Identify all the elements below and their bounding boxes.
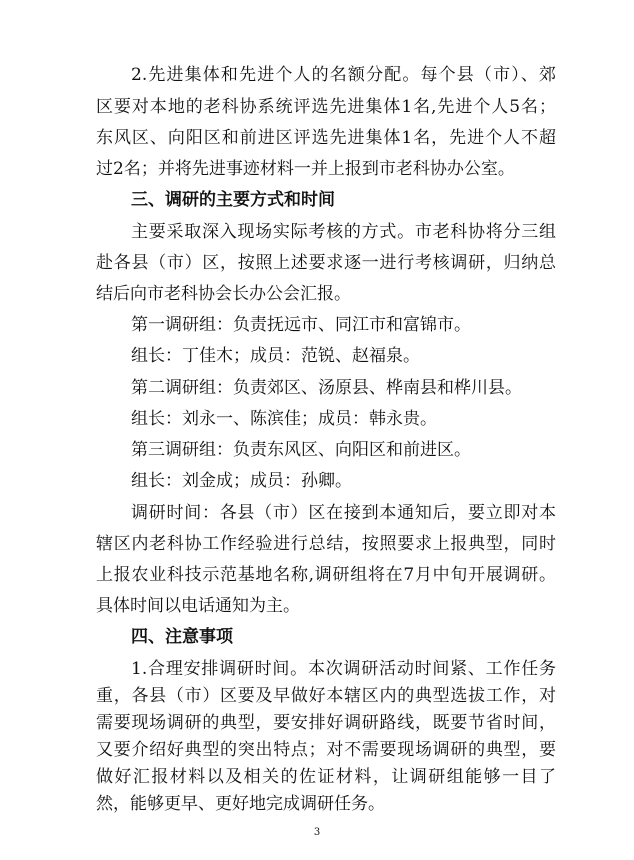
group2-members: 组长：刘永一、陈滨佳；成员：韩永贵。 — [131, 409, 437, 429]
section2-line-3: 东风区、向阳区和前进区评选先进集体1名，先进个人不超 — [96, 128, 556, 148]
section3-intro-line-2: 赴各县（市）区，按照上述要求逐一进行考核调研，归纳总 — [96, 253, 556, 273]
section4-line-1: 1.合理安排调研时间。本次调研活动时间紧、工作任务 — [131, 659, 556, 679]
schedule-line-2: 辖区内老科协工作经验进行总结，按照要求上报典型，同时 — [96, 534, 556, 554]
section3-intro-line-3: 结后向市老科协会长办公会汇报。 — [96, 284, 351, 304]
group1-assignment: 第一调研组：负责抚远市、同江市和富锦市。 — [131, 315, 471, 335]
section2-line-4: 过2名；并将先进事迹材料一并上报到市老科协办公室。 — [96, 159, 515, 179]
page-number: 3 — [313, 827, 321, 838]
group3-assignment: 第三调研组：负责东风区、向阳区和前进区。 — [131, 440, 471, 460]
schedule-line-4: 具体时间以电话通知为主。 — [96, 596, 300, 616]
section2-line-1: 2.先进集体和先进个人的名额分配。每个县（市）、郊 — [131, 65, 556, 85]
section3-heading: 三、调研的主要方式和时间 — [131, 190, 335, 210]
section4-line-3: 需要现场调研的典型，要安排好调研路线，既要节省时间， — [96, 713, 556, 733]
group3-members: 组长：刘金成；成员：孙卿。 — [131, 471, 352, 491]
section4-line-4: 又要介绍好典型的突出特点；对不需要现场调研的典型，要 — [96, 740, 556, 760]
group1-members: 组长：丁佳木；成员：范锐、赵福泉。 — [131, 346, 420, 366]
section3-intro-line-1: 主要采取深入现场实际考核的方式。市老科协将分三组 — [131, 222, 556, 242]
schedule-line-3: 上报农业科技示范基地名称,调研组将在7月中旬开展调研。 — [96, 565, 556, 585]
section4-heading: 四、注意事项 — [131, 627, 233, 647]
section4-line-5: 做好汇报材料以及相关的佐证材料，让调研组能够一目了 — [96, 767, 556, 787]
section2-line-2: 区要对本地的老科协系统评选先进集体1名,先进个人5名； — [96, 97, 556, 117]
schedule-line-1: 调研时间：各县（市）区在接到本通知后，要立即对本 — [131, 503, 556, 523]
group2-assignment: 第二调研组：负责郊区、汤原县、桦南县和桦川县。 — [131, 378, 522, 398]
section4-line-6: 然，能够更早、更好地完成调研任务。 — [96, 794, 385, 814]
section4-line-2: 重，各县（市）区要及早做好本辖区内的典型选拔工作，对 — [96, 686, 556, 706]
